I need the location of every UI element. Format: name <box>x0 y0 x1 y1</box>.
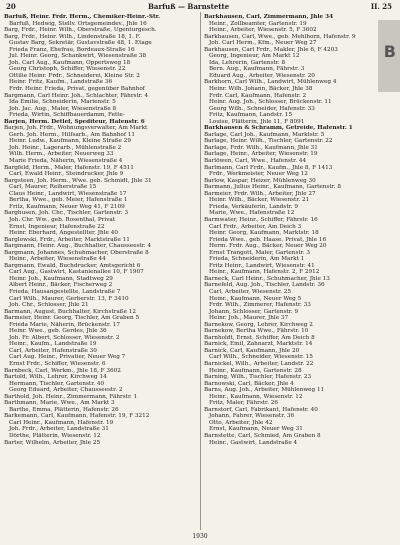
directory-entry: Bargmann, Johannes, Schuhmacher, Oberstraße 8 <box>4 249 149 256</box>
directory-entry: Dörthe, Plätterin, Wiesenstr. 12 <box>9 433 101 439</box>
directory-entry: Heinr. Wilh. Johann, Bäcker, Jhle 38 <box>209 86 313 93</box>
directory-entry: Gustav Barg, Sekretär, Gustavstraße 48, 1. Etage <box>9 40 152 47</box>
directory-entry: Heinr., Gastwirt, Landstraße 4 <box>209 439 298 446</box>
directory-entry: Georg Christoph, Schiffer, Wiesenstr. 22 <box>9 66 126 73</box>
directory-entry: Heinr., Kaufm., Landstraße 19 <box>9 341 97 348</box>
directory-entry: Carl, Arbeiter, Wiesenstr. 25 <box>209 288 291 295</box>
directory-entry: Barglowski, Frdr., Arbeiter, Marktstraße 11 <box>4 236 130 243</box>
page-number: 20 <box>6 2 16 11</box>
directory-entry: Barlow, Kaspar, Heizer, Mühlenweg 30 <box>204 177 316 184</box>
directory-entry: Frieda, Hausangestellte, Landstraße 7 <box>9 288 121 295</box>
directory-entry: Heinr., Zollbeamter, Gartenstr. 19 <box>209 20 307 27</box>
directory-entry: Gerh. Joh. Herm., Hilfsarb., Am Bahnhof 11 <box>9 131 135 138</box>
directory-entry: Frieda Marie, Näherin, Brückenstr. 17 <box>9 321 121 328</box>
directory-entry: Barkhausen & Schramm, Getreide, Hafenstr. 1 <box>204 125 353 132</box>
directory-entry: Hermann, Tischler, Gartenstr. 40 <box>9 380 105 387</box>
directory-entry: Joh. Chr., Schlosser, Jhle 21 <box>9 302 89 309</box>
directory-entry: Heinr. Aug. Joh., Schlosser, Brückenstr. 11 <box>209 99 332 106</box>
directory-entry: Heinr. Wilh., Bäcker, Wiesenstr. 21 <box>209 197 310 204</box>
directory-entry: Barnekow, Bertha Wwe., Fährstr. 10 <box>204 328 309 335</box>
directory-entry: Barkhausen, Carl, Wwe., geb. Mehlhorn, Hafenstr. 9 <box>204 33 356 40</box>
directory-entry: Barns, Aug. Joh., Arbeiter, Mühlenweg 11 <box>204 387 325 394</box>
directory-entry: Frieda, Schneiderin, Am Markt 1 <box>209 256 305 263</box>
directory-entry: Otto, Arbeiter, Jhle 42 <box>209 419 273 426</box>
directory-entry: Barkemann, Carl, Kaufmann, Hafenstr. 19, F 3212 <box>4 413 150 420</box>
directory-entry: Barlmann, Carl Frdr., Kaufm., Jhle 8, F 1413 <box>204 164 333 171</box>
directory-entry: Frieda, Wirtin, Schiffbauerdamm, Fette- <box>9 112 125 119</box>
directory-entry: Barmann, Julius Heinr., Kaufmann, Gartenstr. 8 <box>204 184 341 191</box>
directory-entry: Ernst, Kaufmann, Neuer Weg 31 <box>209 426 303 433</box>
directory-entry: Barnickel, Wilh., Arbeiter, Landstr. 22 <box>204 360 314 367</box>
directory-entry: Heinr., Kaufmann, Wiesenstr. 12 <box>209 393 303 400</box>
directory-entry: Fritz Heinr., Landwirt, Wiesenstr. 41 <box>209 262 315 269</box>
directory-entry: Barmann, August, Buchhalter, Kirchstraße 12 <box>4 308 136 315</box>
directory-entry: Joh. Carl Aug., Kaufmann, Oppertsweg 18 <box>9 59 131 66</box>
directory-entry: Joh. Fr. Albert, Schlosser, Wiesenstr. 2 <box>9 334 120 341</box>
directory-entry: Georg, Ingenieur, Am Markt 12 <box>209 53 300 60</box>
running-header: Barfuß — Barnstette <box>148 2 230 11</box>
directory-entry: Heinr. Ludw., Kaufmann, Kleine Straße 29 <box>9 138 131 145</box>
directory-entry: Barter, Wilhelm, Arbeiter, Jhle 25 <box>4 439 101 446</box>
directory-entry: Joh. Jac. Aug., Maler, Wiesenstraße 8 <box>9 105 117 112</box>
directory-entry: Joh. Heinr., Lagerarb., Mühlenstraße 2 <box>9 144 122 151</box>
directory-entry: Herm. Frdr. Aug., Bäcker, Neuer Weg 20 <box>209 243 327 250</box>
directory-entry: Barkhorn, Carl Wilh., Landwirt, Mühlenweg 4 <box>204 79 337 86</box>
right-column <box>204 14 396 446</box>
directory-entry: Barlage, Heinr. Wilh., Tischler, Gartenstr. 22 <box>204 138 333 145</box>
directory-entry: Barghusen, Joh. Chr., Tischler, Gartenstr. 3 <box>4 210 129 217</box>
directory-entry: Fritz, Kaufmann, Neuer Weg 41, F 2109 <box>9 203 125 210</box>
directory-entry: Carl, Arbeiter, Hafenstraße 30 <box>9 347 97 354</box>
directory-entry: Heinr., Kaufmann, Hafenstr. 2, F 2912 <box>209 269 320 276</box>
directory-entry: Barjen, Joh. Frdr., Wohnungsverwalter, Am Markt <box>4 125 148 132</box>
directory-entry: Bargfeld, Herm., Maler, Hafenstr. 19, F 4511 <box>4 164 134 171</box>
directory-entry: Carl Heinr., Kaufmann, Hafenstr. 19 <box>9 419 114 426</box>
directory-entry: Barlage, Heinr., Arbeiter, Wiesenstr. 19 <box>204 151 318 158</box>
directory-entry: Bargmann, Heinr. Aug., Buchhalter, Chausseestr. 4 <box>4 243 152 250</box>
directory-entry: Barnstette, Carl, Schmied, Am Graben 8 <box>204 433 321 439</box>
directory-entry: Carl Frdr., Arbeiter, Am Deich 3 <box>209 223 302 230</box>
directory-entry: Heinr. Fritz, Kaufm., Landstraße 36 <box>9 79 113 86</box>
directory-entry: Carl, Maurer, Reiherstraße 15 <box>9 184 97 191</box>
directory-entry: Albert Heinr., Bäcker, Fischerweg 2 <box>9 282 113 289</box>
directory-entry: Bartold, Wilh., Lehrer, Kirchweg 14 <box>4 374 107 381</box>
directory-entry: Bargmann, Ewald, Buchdrucker, Amtsgericht 6 <box>4 262 141 269</box>
directory-entry: Heinr. Joh., Maurer, Jhle 37 <box>209 315 289 322</box>
directory-entry: Barnekow, Georg, Lehrer, Kirchweg 2 <box>204 321 313 328</box>
directory-entry: Ottilie Heinr. Frdr., Schneiderei, Kleine Str. 2 <box>9 72 140 79</box>
directory-entry: Georg Wilh., Schneider, Hafenstr. 33 <box>209 105 315 112</box>
directory-entry: Carl, Ewald Heinr., Steindrucker, Jhle 9 <box>9 171 124 178</box>
directory-entry: Heinr., Arbeiter, Wiesenstr. 5, F 3602 <box>209 27 317 34</box>
directory-entry: Barnbeck, Carl, Werkm., Jhle 18, F 3602 <box>4 367 121 374</box>
directory-entry: Georg Eduard, Arbeiter, Chausseestr. 2 <box>9 387 123 394</box>
directory-entry: Carl Wilh., Schneider, Wiesenstr. 15 <box>209 354 313 361</box>
page-footer: 1930 <box>192 533 208 540</box>
directory-entry: Barkhausen, Carl, Zimmermann, Jhle 34 <box>204 14 334 20</box>
directory-entry: Barg, Frdr., Heinr. Wilh., Oberstraße, Ugenturgesch. <box>4 27 157 34</box>
directory-entry: Heinr., Arbeiter, Wiesenstraße 44 <box>9 256 106 263</box>
left-column <box>4 14 196 446</box>
directory-entry: Fritz, Maler, Fährstr. 26 <box>209 400 278 407</box>
directory-entry: Frieda, Verkäuferin, Landstr. 9 <box>209 203 298 210</box>
directory-entry: Barkhausen, Carl Frdr., Makler, Jhle 6, F 4203 <box>204 46 338 53</box>
directory-entry: Barnstorf, Carl, Fabrikant, Hafenstr. 40 <box>204 406 318 413</box>
directory-entry: Barnholdt, Ernst, Schiffer, Am Deich 8 <box>204 334 315 341</box>
directory-entry: Heinr., Kaufmann, Gartenstr. 28 <box>209 367 302 374</box>
directory-entry: Barnick, Carl, Kaufmann, Jhle 20 <box>204 347 300 354</box>
directory-entry: Wilh. Herm., Arbeiter, Neuerweg 33 <box>9 151 114 158</box>
directory-entry: Barmeier, Frdr. Wilh., Arbeiter, Jhle 27 <box>204 190 316 197</box>
directory-entry: Barlage, Frdr. Wilh., Kaufmann, Jhle 31 <box>204 144 318 151</box>
directory-entry: Carl Aug. Heinr., Privatier, Neuer Weg 7 <box>9 354 126 361</box>
directory-entry: Barfuß, Heinr. Frdr. Herm., Chemiker-Heinr.-Str. <box>4 14 161 20</box>
directory-entry: Jul. Heinr. Georg, Schankwirt, Wiesenstraße 38 <box>9 53 147 60</box>
directory-entry: Heinr. Eberhard, Angestellter, Jhle 40 <box>9 230 118 237</box>
directory-entry: Joh. Chr. Ww., geb. Rosenthal, Privat <box>9 216 116 223</box>
directory-entry: Bargmann, Carl Heinr. Joh., Schlachter, Fährstr. 4 <box>4 92 149 99</box>
index-tab-letter: B <box>383 42 396 61</box>
directory-entry: Joh. Frdr., Arbeiter, Landstraße 31 <box>9 426 109 433</box>
directory-entry: Bertha, Wwe., geb. Meier, Hafenstraße 1 <box>9 197 128 204</box>
directory-entry: Barlöwen, Carl, Wwe., Hafenstr. 44 <box>204 158 307 165</box>
directory-entry: Frieda Wwe., geb. Haase, Privat, Jhle 16 <box>209 236 327 243</box>
directory-entry: Barmeier, Heinr. Georg, Tischler, Am Graben 5 <box>4 315 140 322</box>
directory-entry: Claus Heinr., Landwirt, Wiesenstraße 17 <box>9 190 127 197</box>
directory-entry: Barfuß, Hedwig, Stellv. Ortsgemeindev., Jhle 16 <box>9 20 147 27</box>
directory-entry: Barthold, Joh. Heinr., Zimmermann, Fährstr. 1 <box>4 393 138 400</box>
directory-entry: Joh. Carl Herm., Kfm., Neuer Weg 27 <box>209 40 317 47</box>
directory-entry: Frdr. Heinr. Frieda, Privat, gegenüber Bahnhof <box>9 86 145 93</box>
directory-entry: Heinr. Georg, Kaufmann, Marktstr. 18 <box>209 230 319 237</box>
directory-entry: Ernst Trangott, Maler, Gartenstr. 3 <box>209 249 310 256</box>
directory-entry: Frdr. Wilh., Zimmerer, Hafenstr. 33 <box>209 302 311 309</box>
directory-entry: Johann, Fahrer, Wiesenstr. 36 <box>209 413 295 420</box>
directory-entry: Ernst, Ingenieur, Hafenstraße 22 <box>9 223 105 230</box>
directory-entry: Barthe, Emma, Plätterin, Hafenstr. 26 <box>9 406 119 413</box>
directory-entry: Heinr., Kaufmann, Neuer Weg 5 <box>209 295 302 302</box>
directory-entry: Barlage, Carl Joh., Kaufmann, Marktstr. 5 <box>204 131 325 138</box>
column-divider <box>200 12 201 530</box>
directory-entry: Ida Emilie, Schneiderin, Marienstr. 5 <box>9 99 116 106</box>
section-marker: II. 25 <box>370 2 392 11</box>
directory-entry: Barneck, Carl Heinr., Schuhmacher, Jhle 13 <box>204 275 330 282</box>
directory-entry: Carl Wilh., Maurer, Gerberstr. 13, F 3410 <box>9 295 129 302</box>
directory-entry: Barnick, Emil, Zahnarzt, Marktstr. 14 <box>204 341 313 348</box>
directory-entry: Barthmann, Marie, Wwe., Am Markt 3 <box>4 400 115 407</box>
directory-entry: Bern. Aug., Kaufmann, Fährstr. 3 <box>209 66 305 73</box>
directory-entry: Ernst Frdr., Schiffer, Wiesenstr. 6 <box>9 360 106 367</box>
directory-entry: Barnefeld, Aug. Joh., Tischler, Landstr. 36 <box>204 282 325 289</box>
directory-entry: Barg, Frdr., Heinr. Wilh., Lindenstraße 18, 1. F. <box>4 33 141 40</box>
directory-entry: Carl Aug., Gastwirt, Kastanienallee 10, F 1907 <box>9 269 144 276</box>
directory-entry: Marie Frieda, Näherin, Wiesenstraße 4 <box>9 158 123 165</box>
directory-entry: Frdr., Werkmeister, Neuer Weg 12 <box>209 171 308 178</box>
directory-entry: Ida, Lehrerin, Gartenstr. 8 <box>209 59 286 66</box>
directory-entry: Barning, Wilh., Tischler, Hafenstr. 23 <box>204 374 312 381</box>
directory-entry: Fritz, Kaufmann, Landstr. 15 <box>209 112 293 119</box>
directory-entry: Barjen, Herm. Detlef, Spediteur, Hafenstr. 6 <box>4 118 145 125</box>
directory-entry: Johann, Schlosser, Gartenstr. 9 <box>209 308 299 315</box>
directory-entry: Eduard Aug., Arbeiter, Wiesenstr. 20 <box>209 72 315 79</box>
directory-entry: Louise, Plätterin, Jhle 11, F 8091 <box>209 118 305 125</box>
directory-entry: Heinr. Wwe., geb. Gerdes, Jhle 36 <box>9 328 107 335</box>
directory-entry: Heinr. Joh., Kaufmann, Stadtweg 29 <box>9 275 113 282</box>
directory-entry: Frdr. Carl, Kaufmann, Hafenstr. 2 <box>209 92 307 99</box>
directory-entry: Marie, Wwe., Hafenstraße 12 <box>209 210 295 217</box>
directory-entry: Bargsteen, Joh. Herm., Wwe. geb. Schmidt, Jhle 31 <box>4 177 152 184</box>
directory-entry: Frieda Franz, Ehefrau, Bordeaux-Straße 16 <box>9 46 135 53</box>
directory-entry: Barnowski, Carl, Bäcker, Jhle 4 <box>204 380 294 387</box>
directory-entry: Barmwater, Heinr., Schiffer, Fährstr. 16 <box>204 216 318 223</box>
